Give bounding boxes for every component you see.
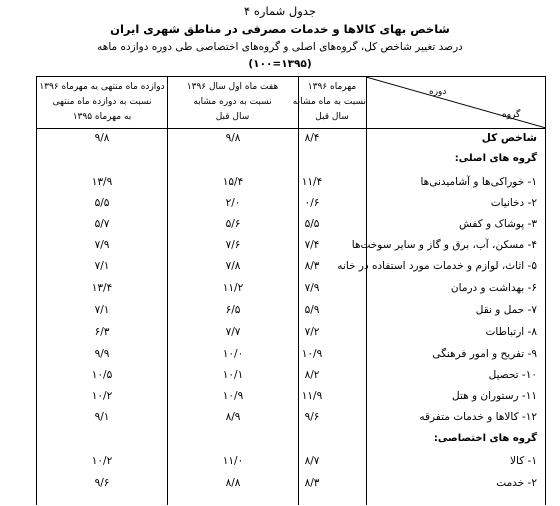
table-row <box>37 132 545 152</box>
value-seven-months: ۲/۰ <box>225 197 241 209</box>
table-row <box>37 176 545 196</box>
header-line: نسبت به دوره مشابه <box>193 97 272 107</box>
row-label: ۱۲- کالاها و خدمات متفرقه <box>419 411 537 423</box>
value-seven-months: ۱۰/۰ <box>222 348 244 360</box>
table-row <box>37 477 545 497</box>
row-label: ۶- بهداشت و درمان <box>450 282 537 294</box>
value-mehr-month: ۸/۳ <box>304 260 320 272</box>
table-row <box>37 348 545 368</box>
row-label: گروه های اصلی: <box>454 153 537 164</box>
value-mehr-month: ۷/۴ <box>304 239 320 251</box>
header-twelve-months <box>37 80 167 125</box>
value-twelve-months: ۱۰/۲ <box>91 390 113 402</box>
value-seven-months: ۵/۶ <box>225 218 241 230</box>
value-mehr-month: ۸/۴ <box>304 132 320 144</box>
row-label: شاخص کل <box>481 132 537 144</box>
table-row <box>37 455 545 475</box>
row-label: ۲- دخانیات <box>490 197 537 209</box>
value-seven-months: ۶/۵ <box>225 304 241 316</box>
corner-diagonal <box>366 77 546 128</box>
value-seven-months: ۱۱/۰ <box>222 455 244 467</box>
value-mehr-month: ۵/۵ <box>304 218 320 230</box>
table-title: شاخص بهای کالاها و خدمات مصرفی در مناطق شهری ایران <box>110 22 450 36</box>
table-row <box>37 369 545 389</box>
table-number: جدول شماره ۴ <box>244 4 316 18</box>
row-label: ۱۰- تحصیل <box>488 369 537 381</box>
value-mehr-month: ۱۰/۹ <box>301 348 323 360</box>
header-line: هفت ماه اول سال ۱۳۹۶ <box>186 82 279 92</box>
table-header <box>37 77 545 129</box>
value-twelve-months: ۹/۶ <box>94 477 110 489</box>
header-line: دوازده ماه منتهی به مهرماه ۱۳۹۶ <box>39 82 165 92</box>
row-label: ۳- پوشاک و کفش <box>459 218 537 230</box>
table-subtitle: درصد تغییر شاخص کل، گروه‌های اصلی و گروه‌های اختصاصی طی دوره دوازده ماهه <box>97 41 463 53</box>
value-mehr-month: ۸/۷ <box>304 455 320 467</box>
table-row <box>37 326 545 346</box>
value-mehr-month: ۹/۶ <box>304 411 320 423</box>
row-label: ۱- کالا <box>510 455 537 467</box>
value-seven-months: ۸/۸ <box>225 477 241 489</box>
value-seven-months: ۷/۷ <box>225 326 241 338</box>
value-seven-months: ۸/۹ <box>225 411 241 423</box>
header-line: مهرماه ۱۳۹۶ <box>307 82 357 92</box>
value-mehr-month: ۱۱/۴ <box>301 176 323 188</box>
table-base-year: (۱۳۹۵=۱۰۰) <box>248 58 312 70</box>
section-heading-row <box>37 153 545 173</box>
value-twelve-months: ۹/۸ <box>94 132 110 144</box>
value-mehr-month: ۵/۹ <box>304 304 320 316</box>
header-line: سال قبل <box>215 112 250 122</box>
header-line: به مهرماه ۱۳۹۵ <box>72 112 132 122</box>
value-seven-months: ۹/۸ <box>225 132 241 144</box>
row-label: ۱۱- رستوران و هتل <box>452 390 537 402</box>
row-label: ۵- اثاث، لوازم و خدمات مورد استفاده در خانه <box>337 260 537 272</box>
value-mehr-month: ۸/۲ <box>304 369 320 381</box>
corner-group-label: گروه <box>502 110 521 120</box>
row-label: ۹- تفریح و امور فرهنگی <box>432 348 537 360</box>
value-mehr-month: ۸/۳ <box>304 477 320 489</box>
value-seven-months: ۱۱/۲ <box>222 282 244 294</box>
row-label: ۸- ارتباطات <box>485 326 537 338</box>
corner-period-label: دوره <box>429 87 447 97</box>
value-seven-months: ۷/۸ <box>225 260 241 272</box>
table-row <box>37 390 545 410</box>
value-mehr-month: ۷/۹ <box>304 282 320 294</box>
row-label: ۴- مسکن، آب، برق و گاز و سایر سوخت‌ها <box>351 239 537 251</box>
value-twelve-months: ۹/۱ <box>94 411 110 423</box>
value-twelve-months: ۷/۱ <box>94 304 110 316</box>
cpi-table <box>36 76 546 505</box>
header-line: سال قبل <box>315 112 349 122</box>
row-label: گروه های اختصاصی: <box>433 433 537 444</box>
row-label: ۲- خدمت <box>496 477 537 489</box>
value-twelve-months: ۱۰/۵ <box>91 369 113 381</box>
value-twelve-months: ۱۳/۹ <box>91 176 113 188</box>
value-twelve-months: ۷/۱ <box>94 260 110 272</box>
value-twelve-months: ۵/۷ <box>94 218 110 230</box>
value-mehr-month: ۱۱/۹ <box>301 390 323 402</box>
header-line: نسبت به دوازده ماه منتهی <box>52 97 152 107</box>
row-label: ۱- خوراکی‌ها و آشامیدنی‌ها <box>420 176 537 188</box>
value-twelve-months: ۵/۵ <box>94 197 110 209</box>
value-mehr-month: ۰/۶ <box>304 197 320 209</box>
table-row <box>37 218 545 238</box>
section-heading-row <box>37 433 545 453</box>
value-seven-months: ۱۰/۹ <box>222 390 244 402</box>
value-twelve-months: ۱۳/۴ <box>91 282 113 294</box>
value-seven-months: ۱۰/۱ <box>222 369 244 381</box>
value-mehr-month: ۷/۲ <box>304 326 320 338</box>
table-row <box>37 197 545 217</box>
table-row <box>37 411 545 431</box>
row-label: ۷- حمل و نقل <box>475 304 537 316</box>
value-seven-months: ۷/۶ <box>225 239 241 251</box>
header-seven-months <box>167 80 298 125</box>
table-row <box>37 304 545 324</box>
value-seven-months: ۱۵/۴ <box>222 176 244 188</box>
table-row <box>37 239 545 259</box>
value-twelve-months: ۹/۹ <box>94 348 110 360</box>
value-twelve-months: ۶/۳ <box>94 326 110 338</box>
table-row <box>37 282 545 302</box>
header-line: نسبت به ماه مشابه <box>292 97 366 107</box>
value-twelve-months: ۷/۹ <box>94 239 110 251</box>
table-row <box>37 260 545 280</box>
header-mehr-month <box>292 80 366 125</box>
value-twelve-months: ۱۰/۲ <box>91 455 113 467</box>
